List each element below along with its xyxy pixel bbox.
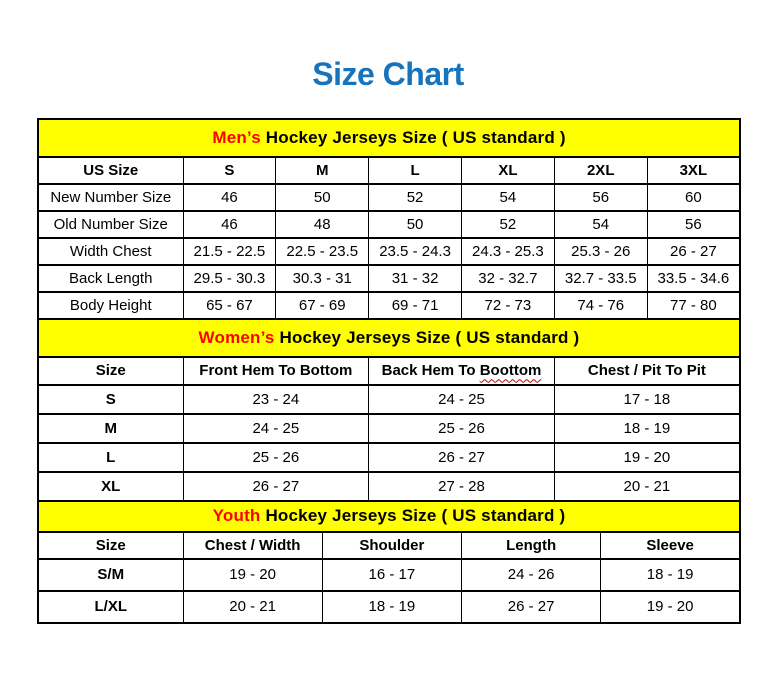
mens-size-value: 32 - 32.7 [461,265,554,292]
mens-size-value: 60 [647,184,740,211]
womens-col-header-label: Size [38,357,183,385]
mens-col-header: XL [461,157,554,184]
youth-col-header: Shoulder [322,532,461,559]
mens-col-header: 3XL [647,157,740,184]
womens-size-value: 24 - 25 [183,414,369,443]
womens-size-value: 19 - 20 [554,443,740,472]
youth-section-heading [38,501,740,532]
womens-size-value: 18 - 19 [554,414,740,443]
womens-size-value: 17 - 18 [554,385,740,414]
mens-col-header: L [369,157,462,184]
mens-heading-highlight: Men’s [212,127,261,147]
womens-size-value: 26 - 27 [369,443,555,472]
womens-size-value: 20 - 21 [554,472,740,501]
mens-size-value: 30.3 - 31 [276,265,369,292]
womens-size-value: 23 - 24 [183,385,369,414]
mens-size-value: 24.3 - 25.3 [461,238,554,265]
womens-col-header: Chest / Pit To Pit [554,357,740,385]
youth-col-header-label: Size [38,532,183,559]
mens-size-value: 32.7 - 33.5 [554,265,647,292]
mens-size-value: 52 [369,184,462,211]
youth-size-value: 19 - 20 [601,591,740,623]
mens-size-value: 29.5 - 30.3 [183,265,276,292]
womens-heading-highlight: Women’s [198,327,275,347]
mens-size-value: 25.3 - 26 [554,238,647,265]
size-chart-tables [37,118,739,624]
womens-row-label: S [38,385,183,414]
mens-size-value: 54 [461,184,554,211]
youth-size-value: 18 - 19 [322,591,461,623]
mens-size-value: 65 - 67 [183,292,276,319]
page-title: Size Chart [312,56,464,92]
mens-row-label: Back Length [38,265,183,292]
youth-size-value: 24 - 26 [462,559,601,591]
mens-section-heading [38,119,740,157]
youth-size-value: 19 - 20 [183,559,322,591]
womens-heading-text: Hockey Jerseys Size ( US standard ) [274,327,580,347]
youth-size-value: 26 - 27 [462,591,601,623]
youth-col-header: Sleeve [601,532,740,559]
youth-row-label: S/M [38,559,183,591]
mens-size-value: 23.5 - 24.3 [369,238,462,265]
youth-heading-highlight: Youth [212,506,261,526]
mens-size-value: 48 [276,211,369,238]
mens-heading-text: Hockey Jerseys Size ( US standard ) [260,127,566,147]
youth-size-table [37,500,741,624]
mens-size-value: 56 [647,211,740,238]
mens-size-value: 21.5 - 22.5 [183,238,276,265]
mens-size-value: 74 - 76 [554,292,647,319]
mens-size-value: 72 - 73 [461,292,554,319]
mens-row-label: New Number Size [38,184,183,211]
womens-col-header: Front Hem To Bottom [183,357,369,385]
youth-heading-text: Hockey Jerseys Size ( US standard ) [260,506,566,526]
youth-size-value: 16 - 17 [322,559,461,591]
womens-size-value: 25 - 26 [183,443,369,472]
womens-size-table [37,318,741,502]
mens-size-value: 31 - 32 [369,265,462,292]
misspelled-word: Boottom [479,362,542,380]
mens-size-value: 67 - 69 [276,292,369,319]
mens-size-value: 50 [276,184,369,211]
mens-size-value: 77 - 80 [647,292,740,319]
youth-col-header: Length [462,532,601,559]
mens-col-header: S [183,157,276,184]
womens-size-value: 26 - 27 [183,472,369,501]
mens-size-value: 46 [183,184,276,211]
youth-size-value: 18 - 19 [601,559,740,591]
mens-col-header-label: US Size [38,157,183,184]
mens-col-header: M [276,157,369,184]
mens-row-label: Width Chest [38,238,183,265]
mens-col-header: 2XL [554,157,647,184]
mens-size-value: 22.5 - 23.5 [276,238,369,265]
mens-size-value: 54 [554,211,647,238]
mens-size-value: 50 [369,211,462,238]
womens-row-label: L [38,443,183,472]
mens-size-value: 46 [183,211,276,238]
mens-row-label: Old Number Size [38,211,183,238]
womens-size-value: 25 - 26 [369,414,555,443]
womens-size-value: 27 - 28 [369,472,555,501]
womens-size-value: 24 - 25 [369,385,555,414]
youth-size-value: 20 - 21 [183,591,322,623]
mens-row-label: Body Height [38,292,183,319]
youth-row-label: L/XL [38,591,183,623]
mens-size-value: 33.5 - 34.6 [647,265,740,292]
womens-row-label: XL [38,472,183,501]
mens-size-value: 52 [461,211,554,238]
womens-col-header: Back Hem To Boottom [369,357,555,385]
mens-size-value: 69 - 71 [369,292,462,319]
mens-size-value: 56 [554,184,647,211]
womens-row-label: M [38,414,183,443]
mens-size-value: 26 - 27 [647,238,740,265]
youth-col-header: Chest / Width [183,532,322,559]
womens-section-heading [38,319,740,357]
mens-size-table [37,118,741,320]
